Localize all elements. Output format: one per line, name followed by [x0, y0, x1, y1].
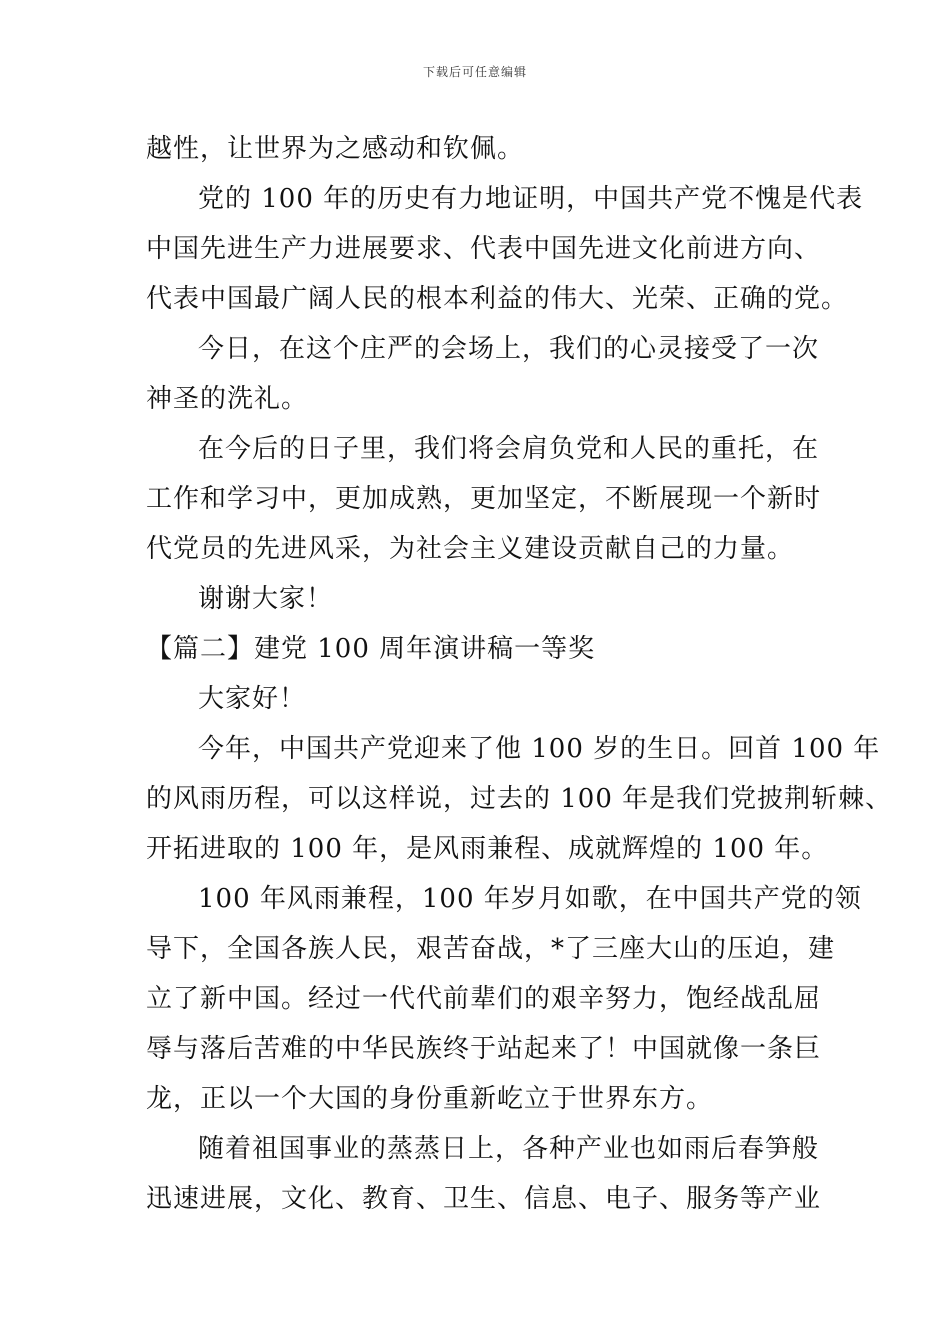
- text-line: 龙，正以一个大国的身份重新屹立于世界东方。: [146, 1084, 714, 1114]
- text-line: 越性，让世界为之感动和钦佩。: [146, 134, 525, 164]
- text-line: 随着祖国事业的蒸蒸日上，各种产业也如雨后春笋般: [198, 1134, 820, 1164]
- text-line: 代表中国最广阔人民的根本利益的伟大、光荣、正确的党。: [146, 284, 849, 314]
- text-line: 党的 100 年的历史有力地证明，中国共产党不愧是代表: [198, 184, 864, 214]
- text-line: 导下，全国各族人民，艰苦奋战，*了三座大山的压迫，建: [146, 934, 836, 964]
- text-line: 代党员的先进风采，为社会主义建设贡献自己的力量。: [146, 534, 795, 564]
- text-line: 立了新中国。经过一代代前辈们的艰辛努力，饱经战乱屈: [146, 984, 822, 1014]
- text-line: 神圣的洗礼。: [146, 384, 309, 414]
- text-line: 工作和学习中，更加成熟，更加坚定，不断展现一个新时: [146, 484, 822, 514]
- text-line: 100 年风雨兼程，100 年岁月如歌，在中国共产党的领: [198, 884, 862, 914]
- text-line: 大家好！: [198, 684, 307, 714]
- text-line: 的风雨历程，可以这样说，过去的 100 年是我们党披荆斩棘、: [146, 784, 893, 814]
- text-line: 在今后的日子里，我们将会肩负党和人民的重托，在: [198, 434, 820, 464]
- text-line: 中国先进生产力进展要求、代表中国先进文化前进方向、: [146, 234, 822, 264]
- text-line: 谢谢大家！: [198, 584, 334, 614]
- text-line: 今年，中国共产党迎来了他 100 岁的生日。回首 100 年: [198, 734, 881, 764]
- text-line: 辱与落后苦难的中华民族终于站起来了！中国就像一条巨: [146, 1034, 822, 1064]
- document-body: [146, 124, 893, 1224]
- section-heading: 【篇二】建党 100 周年演讲稿一等奖: [146, 634, 596, 664]
- text-line: 今日，在这个庄严的会场上，我们的心灵接受了一次: [198, 334, 820, 364]
- text-line: 迅速进展，文化、教育、卫生、信息、电子、服务等产业: [146, 1184, 822, 1214]
- text-line: 开拓进取的 100 年，是风雨兼程、成就辉煌的 100 年。: [146, 834, 829, 864]
- page-header-note: 下载后可任意编辑: [422, 65, 527, 79]
